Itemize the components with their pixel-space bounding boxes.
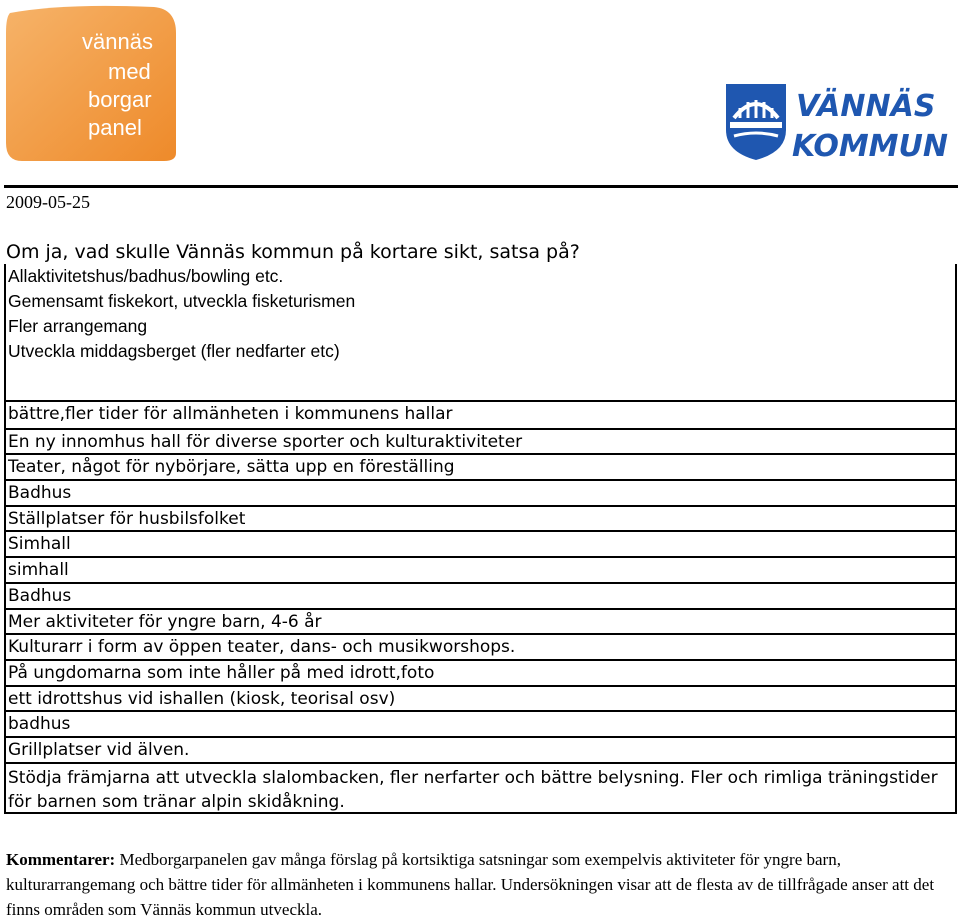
logo-word-2: KOMMUN [792,129,949,162]
survey-question: Om ja, vad skulle Vännäs kommun på kortare sikt, satsa på? [6,241,580,263]
comment-label: Kommentarer: [6,850,116,869]
table-row: bättre,fler tider för allmänheten i kommunens hallar [8,404,453,424]
table-row: Utveckla middagsberget (fler nedfarter etc) [8,341,340,361]
table-row: Kulturarr i form av öppen teater, dans- och musikworshops. [6,633,955,659]
table-row: Ställplatser för husbilsfolket [6,505,955,531]
comment-text: Medborgarpanelen gav många förslag på kortsiktiga satsningar som exempelvis aktiviteter för yngre barn, kulturarrangemang och bättre tider för allmänheten i kommunens hallar. Undersökningen visar att de flesta av de tillfrågade anser att det finns områden som Vännäs kommun utveckla. [6,850,935,919]
header-divider [4,185,958,188]
table-row: Badhus [6,479,955,505]
logo-word-1: VÄNNÄS [796,89,936,124]
medborgarpanel-logo [4,3,178,161]
table-row: badhus [6,710,955,736]
table-row: Fler arrangemang [8,316,148,336]
medborgarpanel-logo-graphic [4,3,178,161]
comment-paragraph [6,847,954,922]
table-row: På ungdomarna som inte håller på med idrott,foto [6,659,955,685]
table-row: Gemensamt fiskekort, utveckla fisketurismen [8,291,356,311]
table-row: simhall [6,556,955,582]
table-row: Badhus [6,582,955,608]
table-row: Allaktivitetshus/badhus/bowling etc. [8,266,284,286]
logo-line-3: borgar [88,87,152,112]
table-row: Grillplatser vid älven. [6,736,955,762]
table-row: En ny innomhus hall för diverse sporter och kulturaktiviteter [6,428,955,454]
responses-table [4,264,957,814]
table-row: Stödja främjarna att utveckla slalombacken, fler nerfarter och bättre belysning. Fler och rimliga träningstider för barnen som tränar alpin skidåkning. [6,762,955,814]
kommun-logo-graphic [724,82,956,162]
vannas-kommun-logo [724,82,956,162]
document-date: 2009-05-25 [6,192,90,212]
table-row: Simhall [6,530,955,556]
table-row: Mer aktiviteter för yngre barn, 4-6 år [6,608,955,634]
table-row: Teater, något för nybörjare, sätta upp en föreställing [6,453,955,479]
logo-line-4: panel [88,115,142,140]
logo-line-2: med [108,59,151,84]
table-row: ett idrottshus vid ishallen (kiosk, teorisal osv) [6,685,955,711]
table-row-empty [6,364,955,402]
logo-line-1: vännäs [82,29,153,54]
